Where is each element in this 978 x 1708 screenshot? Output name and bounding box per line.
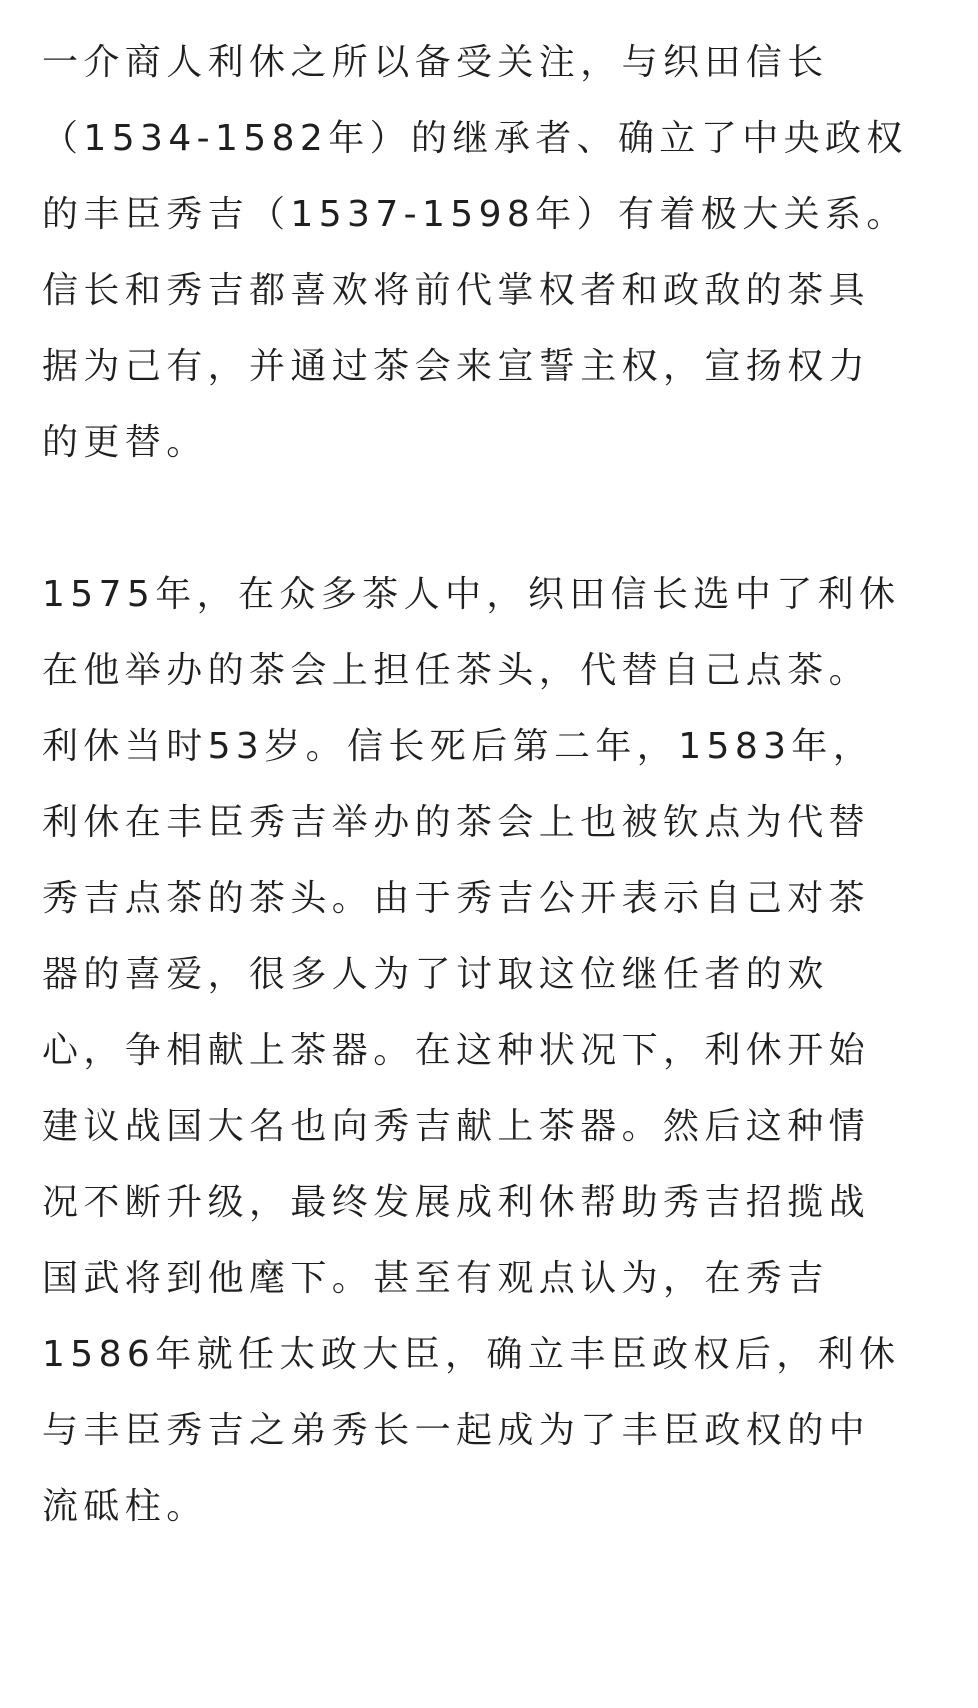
text-line: 1586年就任太政大臣，确立丰臣政权后，利休 bbox=[42, 1334, 901, 1375]
text-line: 国武将到他麾下。甚至有观点认为，在秀吉 bbox=[42, 1258, 829, 1299]
text-line: 的丰臣秀吉（1537-1598年）有着极大关系。 bbox=[42, 194, 908, 235]
text-line: 况不断升级，最终发展成利休帮助秀吉招揽战 bbox=[42, 1182, 871, 1223]
text-line: 心，争相献上茶器。在这种状况下，利休开始 bbox=[42, 1030, 871, 1071]
text-line: 的更替。 bbox=[42, 422, 208, 463]
text-line: 信长和秀吉都喜欢将前代掌权者和政敌的茶具 bbox=[42, 270, 871, 311]
text-line: 在他举办的茶会上担任茶头，代替自己点茶。 bbox=[42, 650, 871, 691]
text-line: 利休当时53岁。信长死后第二年，1583年， bbox=[42, 726, 875, 767]
text-line: 器的喜爱，很多人为了讨取这位继任者的欢 bbox=[42, 954, 829, 995]
text-line: 利休在丰臣秀吉举办的茶会上也被钦点为代替 bbox=[42, 802, 871, 843]
text-line: 1575年，在众多茶人中，织田信长选中了利休 bbox=[42, 574, 901, 615]
text-line: （1534-1582年）的继承者、确立了中央政权 bbox=[42, 118, 908, 159]
text-line: 据为己有，并通过茶会来宣誓主权，宣扬权力 bbox=[42, 346, 871, 387]
text-line: 流砥柱。 bbox=[42, 1486, 208, 1527]
text-line: 与丰臣秀吉之弟秀长一起成为了丰臣政权的中 bbox=[42, 1410, 871, 1451]
text-line: 一介商人利休之所以备受关注，与织田信长 bbox=[42, 42, 829, 83]
text-line: 建议战国大名也向秀吉献上茶器。然后这种情 bbox=[42, 1106, 871, 1147]
text-line: 秀吉点茶的茶头。由于秀吉公开表示自己对茶 bbox=[42, 878, 871, 919]
